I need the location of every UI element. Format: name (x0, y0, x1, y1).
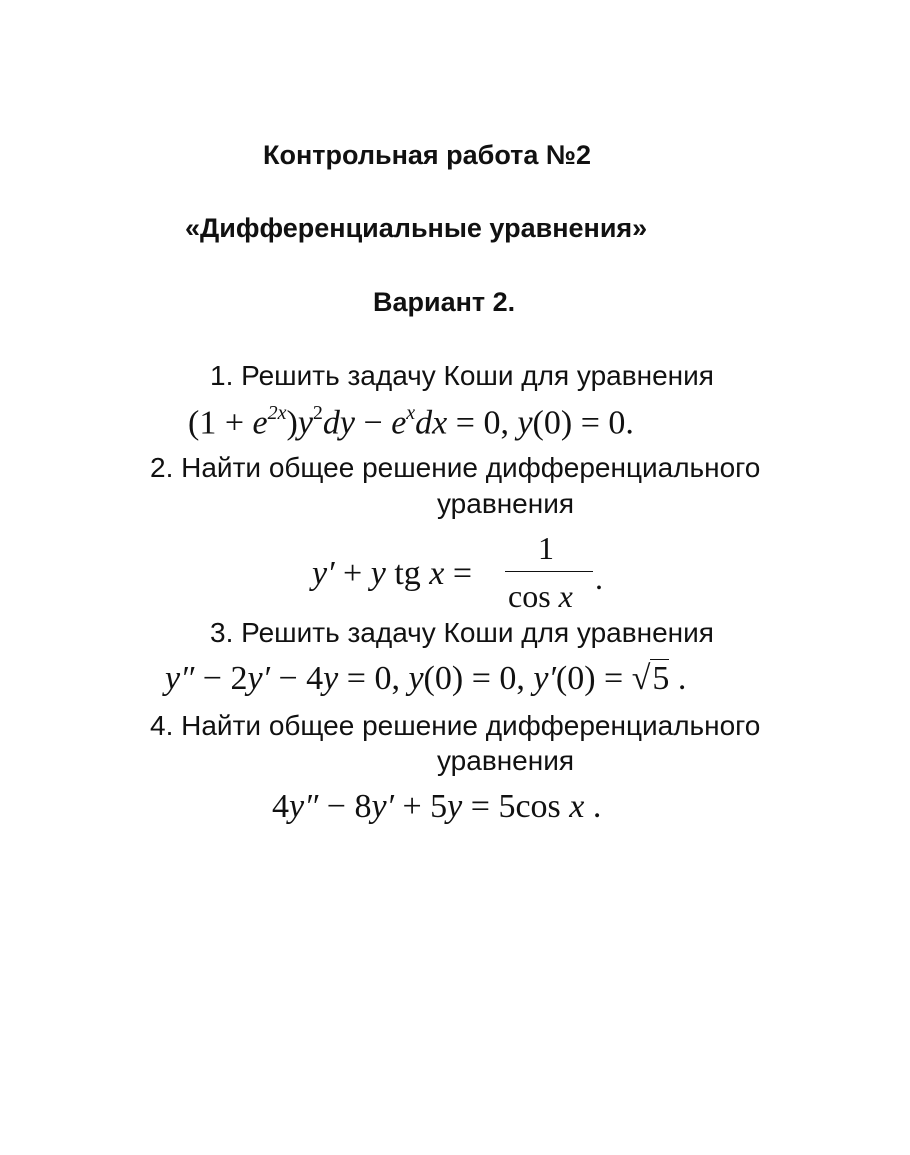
task-2-fraction-numerator: 1 (538, 530, 554, 566)
task-4-text-line2: уравнения (437, 745, 575, 776)
task-1-text (210, 360, 714, 392)
document-title: Контрольная работа №2 (263, 140, 592, 170)
task-2-fraction-bar (505, 571, 593, 572)
sqrt-symbol: √5 (631, 660, 670, 697)
task-2-text (150, 452, 760, 484)
task-4-text (150, 710, 760, 742)
task-2-text-line2: уравнения (437, 488, 575, 519)
task-2-formula-end: . (595, 560, 603, 596)
task-3-number: 3. (210, 617, 234, 648)
task-2-description: Найти общее решение дифференциального (181, 452, 761, 483)
task-1-number: 1. (210, 360, 234, 391)
task-2-number: 2. (150, 452, 174, 483)
task-3-text (210, 617, 714, 649)
variant-label: Вариант 2. (373, 287, 516, 317)
task-3-description: Решить задачу Коши для уравнения (241, 617, 714, 648)
task-4-formula: 4y″ − 8y′ + 5y = 5cos x . (272, 788, 602, 825)
task-1-description: Решить задачу Коши для уравнения (241, 360, 714, 391)
task-3-formula: y″ − 2y′ − 4y = 0, y(0) = 0, y′(0) = √5 . (165, 660, 687, 697)
task-2-formula: y′ + y tg x = (312, 555, 473, 592)
task-1-formula: $(1 + e^{2x})y^2dy - e^xdx = 0$, y(0) = 0. (188, 402, 634, 442)
task-4-number: 4. (150, 710, 174, 741)
task-2-fraction-denominator: cos x (508, 578, 573, 614)
task-4-description: Найти общее решение дифференциального (181, 710, 761, 741)
document-subject: «Дифференциальные уравнения» (185, 213, 648, 243)
